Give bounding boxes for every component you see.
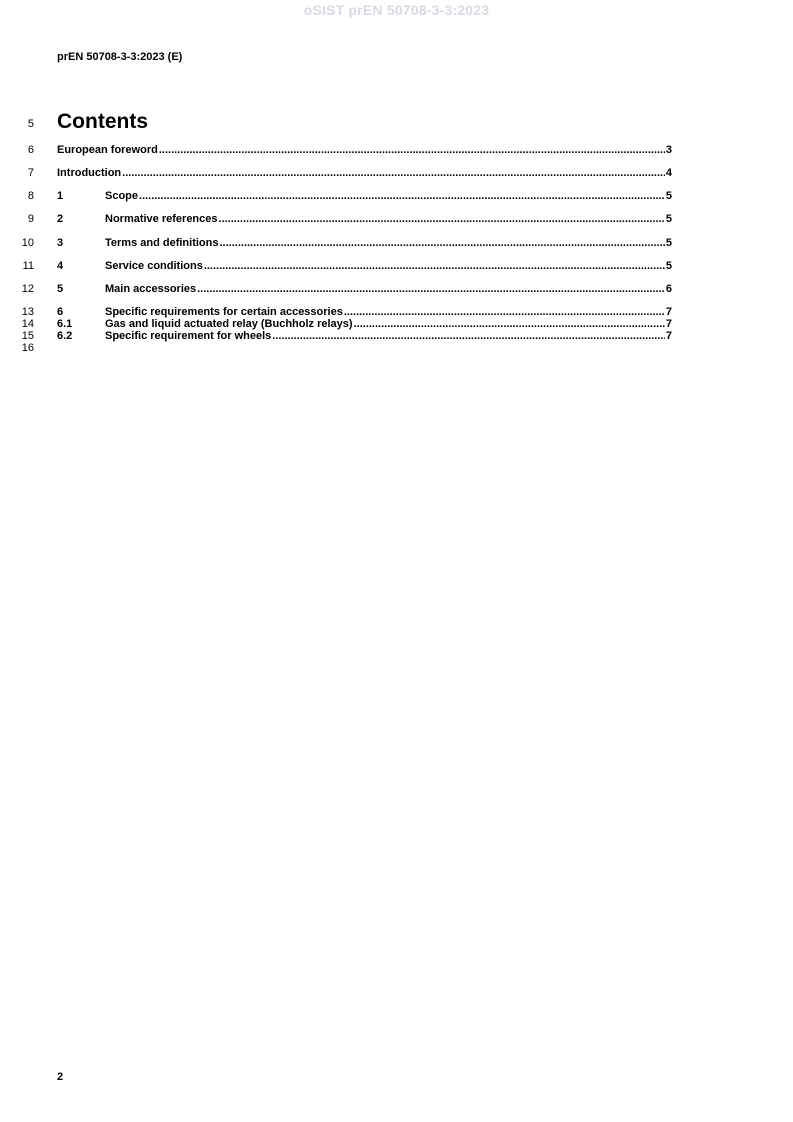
toc-entry-title: Introduction xyxy=(57,167,122,179)
toc-leader-dots xyxy=(219,237,664,249)
toc-leader-dots xyxy=(159,144,665,156)
toc-entry-title: Specific requirement for wheels xyxy=(105,330,272,342)
toc-entry-title: Scope xyxy=(105,190,139,202)
toc-entry[interactable] xyxy=(57,144,672,158)
toc-entry-number: 3 xyxy=(57,237,64,249)
toc-entry[interactable] xyxy=(57,190,672,204)
toc-entry[interactable] xyxy=(57,167,672,181)
toc-leader-dots xyxy=(204,260,665,272)
line-number: 6 xyxy=(27,144,34,156)
page-number: 2 xyxy=(57,1071,64,1083)
toc-entry-number: 4 xyxy=(57,260,64,272)
toc-entry-page: 5 xyxy=(665,237,672,249)
line-number: 9 xyxy=(27,213,34,225)
toc-entry-page: 5 xyxy=(665,260,672,272)
toc-entry-title: Normative references xyxy=(105,213,218,225)
toc-entry-page: 3 xyxy=(665,144,672,156)
toc-entry-page: 4 xyxy=(665,167,672,179)
line-number: 12 xyxy=(21,283,34,295)
toc-leader-dots xyxy=(139,190,665,202)
toc-entry-number: 6.2 xyxy=(57,330,73,342)
toc-leader-dots xyxy=(219,213,665,225)
toc-entry-page: 7 xyxy=(665,306,672,318)
toc-entry[interactable] xyxy=(57,237,672,251)
line-number: 5 xyxy=(27,118,34,130)
line-number: 13 xyxy=(21,306,34,318)
line-number: 14 xyxy=(21,318,34,330)
toc-entry-page: 7 xyxy=(665,330,672,342)
toc-entry-title: Specific requirements for certain accessories xyxy=(105,306,343,318)
line-number: 8 xyxy=(27,190,34,202)
toc-entry-page: 6 xyxy=(665,283,672,295)
toc-entry[interactable] xyxy=(57,330,672,344)
line-number: 10 xyxy=(21,237,34,249)
toc-entry-title: European foreword xyxy=(57,144,158,156)
toc-entry-number: 2 xyxy=(57,213,64,225)
watermark: oSIST prEN 50708-3-3:2023 xyxy=(303,2,490,18)
toc-leader-dots xyxy=(344,306,665,318)
toc-entry-number: 6.1 xyxy=(57,318,73,330)
toc-entry-number: 1 xyxy=(57,190,64,202)
toc-entry-title: Gas and liquid actuated relay (Buchholz relays) xyxy=(105,318,353,330)
line-number: 16 xyxy=(21,342,34,354)
line-number: 11 xyxy=(22,260,34,272)
toc-entry-title: Service conditions xyxy=(105,260,203,272)
toc-leader-dots xyxy=(272,330,665,342)
document-identifier: prEN 50708-3-3:2023 (E) xyxy=(57,51,183,63)
toc-entry[interactable] xyxy=(57,283,672,297)
toc-entry[interactable] xyxy=(57,213,672,227)
contents-heading: Contents xyxy=(57,110,148,133)
line-number: 7 xyxy=(27,167,34,179)
toc-entry-page: 5 xyxy=(665,213,672,225)
toc-entry-page: 5 xyxy=(665,190,672,202)
toc-entry-title: Terms and definitions xyxy=(105,237,219,249)
toc-entry-page: 7 xyxy=(665,318,672,330)
toc-leader-dots xyxy=(122,167,665,179)
toc-entry-number: 6 xyxy=(57,306,64,318)
line-number: 15 xyxy=(21,330,34,342)
toc-entry-number: 5 xyxy=(57,283,64,295)
toc-leader-dots xyxy=(354,318,665,330)
toc-entry[interactable] xyxy=(57,260,672,274)
toc-leader-dots xyxy=(197,283,665,295)
toc-entry-title: Main accessories xyxy=(105,283,197,295)
